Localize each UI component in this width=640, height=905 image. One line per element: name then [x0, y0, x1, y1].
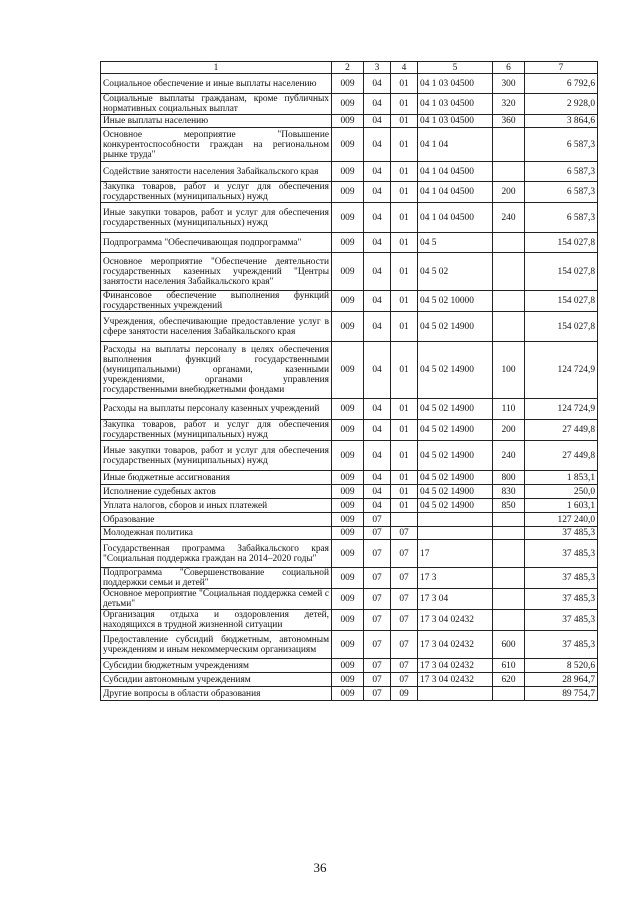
table-row — [101, 568, 598, 589]
row-name-cell: Образование — [101, 513, 332, 527]
section-code-cell: 07 — [364, 527, 391, 540]
target-article-cell: 04 5 02 14900 — [418, 499, 493, 513]
expense-type-cell — [493, 540, 525, 568]
ministry-code-cell: 009 — [332, 162, 364, 182]
section-code-cell: 07 — [364, 687, 391, 701]
section-code-cell: 04 — [364, 291, 391, 312]
target-article-cell: 17 3 04 02432 — [418, 610, 493, 631]
ministry-code-cell: 009 — [332, 610, 364, 631]
target-article-cell: 04 1 03 04500 — [418, 94, 493, 115]
ministry-code-cell: 009 — [332, 687, 364, 701]
amount-cell: 124 724,9 — [525, 342, 598, 399]
section-code-cell: 04 — [364, 420, 391, 441]
amount-cell: 37 485,3 — [525, 631, 598, 659]
amount-cell: 27 449,8 — [525, 441, 598, 471]
expense-type-cell — [493, 162, 525, 182]
subsection-code-cell: 01 — [391, 485, 418, 499]
expense-type-cell — [493, 527, 525, 540]
table-row — [101, 399, 598, 420]
target-article-cell: 04 5 02 14900 — [418, 485, 493, 499]
subsection-code-cell: 01 — [391, 203, 418, 233]
ministry-code-cell: 009 — [332, 631, 364, 659]
table-row — [101, 485, 598, 499]
expense-type-cell: 360 — [493, 115, 525, 128]
subsection-code-cell: 07 — [391, 568, 418, 589]
expense-type-cell — [493, 513, 525, 527]
ministry-code-cell: 009 — [332, 203, 364, 233]
section-code-cell: 04 — [364, 485, 391, 499]
expense-type-cell: 320 — [493, 94, 525, 115]
table-row — [101, 513, 598, 527]
ministry-code-cell: 009 — [332, 399, 364, 420]
target-article-cell: 04 5 — [418, 233, 493, 253]
amount-cell: 154 027,8 — [525, 312, 598, 342]
expense-type-cell — [493, 568, 525, 589]
table-row — [101, 471, 598, 485]
table-row — [101, 631, 598, 659]
table-row — [101, 527, 598, 540]
ministry-code-cell: 009 — [332, 74, 364, 94]
ministry-code-cell: 009 — [332, 253, 364, 291]
table-row — [101, 94, 598, 115]
table-row — [101, 115, 598, 128]
ministry-code-cell: 009 — [332, 659, 364, 673]
section-code-cell: 04 — [364, 253, 391, 291]
table-row — [101, 687, 598, 701]
subsection-code-cell: 07 — [391, 610, 418, 631]
subsection-code-cell: 07 — [391, 589, 418, 610]
target-article-cell: 04 1 04 04500 — [418, 162, 493, 182]
target-article-cell: 04 1 03 04500 — [418, 115, 493, 128]
expense-type-cell: 610 — [493, 659, 525, 673]
row-name-cell: Социальное обеспечение и иные выплаты населению — [101, 74, 332, 94]
subsection-code-cell: 01 — [391, 499, 418, 513]
subsection-code-cell: 01 — [391, 115, 418, 128]
subsection-code-cell: 01 — [391, 74, 418, 94]
subsection-code-cell: 09 — [391, 687, 418, 701]
row-name-cell: Другие вопросы в области образования — [101, 687, 332, 701]
target-article-cell: 17 3 04 — [418, 589, 493, 610]
section-code-cell: 07 — [364, 631, 391, 659]
target-article-cell — [418, 513, 493, 527]
row-name-cell: Уплата налогов, сборов и иных платежей — [101, 499, 332, 513]
expense-type-cell: 240 — [493, 441, 525, 471]
section-code-cell: 07 — [364, 610, 391, 631]
row-name-cell: Закупка товаров, работ и услуг для обеспечения государственных (муниципальных) нужд — [101, 182, 332, 203]
column-header: 6 — [493, 62, 525, 74]
amount-cell: 6 587,3 — [525, 182, 598, 203]
amount-cell: 6 792,6 — [525, 74, 598, 94]
target-article-cell: 04 5 02 — [418, 253, 493, 291]
column-header: 2 — [332, 62, 364, 74]
expense-type-cell — [493, 128, 525, 162]
amount-cell: 2 928,0 — [525, 94, 598, 115]
row-name-cell: Государственная программа Забайкальского края "Социальная поддержка граждан на 2014–2020 годы" — [101, 540, 332, 568]
table-row — [101, 673, 598, 687]
table-row — [101, 233, 598, 253]
section-code-cell: 07 — [364, 540, 391, 568]
ministry-code-cell: 009 — [332, 540, 364, 568]
table-row — [101, 659, 598, 673]
expense-type-cell: 620 — [493, 673, 525, 687]
subsection-code-cell: 07 — [391, 540, 418, 568]
amount-cell: 154 027,8 — [525, 233, 598, 253]
subsection-code-cell: 01 — [391, 312, 418, 342]
table-row — [101, 312, 598, 342]
row-name-cell: Финансовое обеспечение выполнения функций государственных учреждений — [101, 291, 332, 312]
row-name-cell: Закупка товаров, работ и услуг для обеспечения государственных (муниципальных) нужд — [101, 420, 332, 441]
ministry-code-cell: 009 — [332, 513, 364, 527]
table-row — [101, 342, 598, 399]
table-row — [101, 74, 598, 94]
target-article-cell: 04 1 04 04500 — [418, 203, 493, 233]
expense-type-cell — [493, 687, 525, 701]
expense-type-cell: 800 — [493, 471, 525, 485]
row-name-cell: Иные бюджетные ассигнования — [101, 471, 332, 485]
section-code-cell: 07 — [364, 673, 391, 687]
row-name-cell: Расходы на выплаты персоналу в целях обеспечения выполнения функций государственными (муниципальными) органами, казенными учреждениями, органами управления государственными внебюджетными фондами — [101, 342, 332, 399]
section-code-cell: 04 — [364, 74, 391, 94]
ministry-code-cell: 009 — [332, 128, 364, 162]
target-article-cell: 17 3 04 02432 — [418, 673, 493, 687]
ministry-code-cell: 009 — [332, 420, 364, 441]
column-header: 4 — [391, 62, 418, 74]
section-code-cell: 04 — [364, 94, 391, 115]
section-code-cell: 04 — [364, 115, 391, 128]
amount-cell: 8 520,6 — [525, 659, 598, 673]
amount-cell: 124 724,9 — [525, 399, 598, 420]
table-row — [101, 203, 598, 233]
expense-type-cell — [493, 589, 525, 610]
target-article-cell: 04 1 04 — [418, 128, 493, 162]
table-row — [101, 499, 598, 513]
section-code-cell: 04 — [364, 441, 391, 471]
table-row — [101, 162, 598, 182]
row-name-cell: Исполнение судебных актов — [101, 485, 332, 499]
target-article-cell: 04 5 02 14900 — [418, 342, 493, 399]
row-name-cell: Субсидии автономным учреждениям — [101, 673, 332, 687]
expense-type-cell: 200 — [493, 420, 525, 441]
subsection-code-cell: 01 — [391, 182, 418, 203]
target-article-cell — [418, 527, 493, 540]
target-article-cell — [418, 687, 493, 701]
ministry-code-cell: 009 — [332, 441, 364, 471]
subsection-code-cell — [391, 513, 418, 527]
row-name-cell: Иные закупки товаров, работ и услуг для обеспечения государственных (муниципальных) нужд — [101, 441, 332, 471]
column-header: 1 — [101, 62, 332, 74]
row-name-cell: Основное мероприятие "Повышение конкурентоспособности граждан на региональном рынке труда" — [101, 128, 332, 162]
ministry-code-cell: 009 — [332, 568, 364, 589]
section-code-cell: 07 — [364, 589, 391, 610]
ministry-code-cell: 009 — [332, 527, 364, 540]
amount-cell: 6 587,3 — [525, 128, 598, 162]
section-code-cell: 04 — [364, 471, 391, 485]
row-name-cell: Иные выплаты населению — [101, 115, 332, 128]
amount-cell: 6 587,3 — [525, 203, 598, 233]
amount-cell: 3 864,6 — [525, 115, 598, 128]
table-row — [101, 128, 598, 162]
amount-cell: 250,0 — [525, 485, 598, 499]
section-code-cell: 04 — [364, 233, 391, 253]
target-article-cell: 04 5 02 14900 — [418, 471, 493, 485]
ministry-code-cell: 009 — [332, 471, 364, 485]
section-code-cell: 04 — [364, 399, 391, 420]
section-code-cell: 07 — [364, 513, 391, 527]
expense-type-cell: 300 — [493, 74, 525, 94]
target-article-cell: 04 5 02 14900 — [418, 441, 493, 471]
table-row — [101, 589, 598, 610]
table-row — [101, 253, 598, 291]
amount-cell: 37 485,3 — [525, 589, 598, 610]
section-code-cell: 07 — [364, 659, 391, 673]
amount-cell: 37 485,3 — [525, 568, 598, 589]
subsection-code-cell: 07 — [391, 631, 418, 659]
subsection-code-cell: 01 — [391, 342, 418, 399]
target-article-cell: 17 — [418, 540, 493, 568]
expense-type-cell — [493, 253, 525, 291]
target-article-cell: 04 1 03 04500 — [418, 74, 493, 94]
expense-type-cell: 850 — [493, 499, 525, 513]
row-name-cell: Расходы на выплаты персоналу казенных учреждений — [101, 399, 332, 420]
expense-type-cell: 600 — [493, 631, 525, 659]
expense-type-cell — [493, 312, 525, 342]
amount-cell: 1 603,1 — [525, 499, 598, 513]
amount-cell: 37 485,3 — [525, 610, 598, 631]
row-name-cell: Социальные выплаты гражданам, кроме публичных нормативных социальных выплат — [101, 94, 332, 115]
section-code-cell: 04 — [364, 182, 391, 203]
ministry-code-cell: 009 — [332, 485, 364, 499]
section-code-cell: 04 — [364, 312, 391, 342]
section-code-cell: 07 — [364, 568, 391, 589]
subsection-code-cell: 01 — [391, 162, 418, 182]
subsection-code-cell: 01 — [391, 441, 418, 471]
amount-cell: 28 964,7 — [525, 673, 598, 687]
subsection-code-cell: 01 — [391, 233, 418, 253]
subsection-code-cell: 01 — [391, 420, 418, 441]
table-row — [101, 420, 598, 441]
expense-type-cell: 100 — [493, 342, 525, 399]
ministry-code-cell: 009 — [332, 312, 364, 342]
target-article-cell: 04 1 04 04500 — [418, 182, 493, 203]
subsection-code-cell: 01 — [391, 399, 418, 420]
section-code-cell: 04 — [364, 162, 391, 182]
subsection-code-cell: 01 — [391, 291, 418, 312]
expense-type-cell: 830 — [493, 485, 525, 499]
row-name-cell: Организация отдыха и оздоровления детей, находящихся в трудной жизненной ситуации — [101, 610, 332, 631]
ministry-code-cell: 009 — [332, 182, 364, 203]
expense-type-cell — [493, 610, 525, 631]
subsection-code-cell: 01 — [391, 471, 418, 485]
amount-cell: 154 027,8 — [525, 253, 598, 291]
amount-cell: 1 853,1 — [525, 471, 598, 485]
ministry-code-cell: 009 — [332, 673, 364, 687]
expense-type-cell: 200 — [493, 182, 525, 203]
row-name-cell: Субсидии бюджетным учреждениям — [101, 659, 332, 673]
row-name-cell: Основное мероприятие "Социальная поддержка семей с детьми" — [101, 589, 332, 610]
row-name-cell: Учреждения, обеспечивающие предоставление услуг в сфере занятости населения Забайкальского края — [101, 312, 332, 342]
row-name-cell: Молодежная политика — [101, 527, 332, 540]
subsection-code-cell: 07 — [391, 527, 418, 540]
ministry-code-cell: 009 — [332, 94, 364, 115]
amount-cell: 89 754,7 — [525, 687, 598, 701]
column-header: 5 — [418, 62, 493, 74]
row-name-cell: Иные закупки товаров, работ и услуг для обеспечения государственных (муниципальных) нужд — [101, 203, 332, 233]
page-number: 36 — [313, 860, 327, 875]
column-header: 7 — [525, 62, 598, 74]
target-article-cell: 04 5 02 14900 — [418, 399, 493, 420]
ministry-code-cell: 009 — [332, 342, 364, 399]
ministry-code-cell: 009 — [332, 589, 364, 610]
subsection-code-cell: 01 — [391, 128, 418, 162]
section-code-cell: 04 — [364, 499, 391, 513]
subsection-code-cell: 01 — [391, 253, 418, 291]
column-header: 3 — [364, 62, 391, 74]
header-row — [101, 62, 598, 74]
table-row — [101, 610, 598, 631]
subsection-code-cell: 07 — [391, 659, 418, 673]
target-article-cell: 17 3 — [418, 568, 493, 589]
budget-table — [100, 61, 598, 701]
table-row — [101, 540, 598, 568]
amount-cell: 27 449,8 — [525, 420, 598, 441]
section-code-cell: 04 — [364, 342, 391, 399]
row-name-cell: Подпрограмма "Обеспечивающая подпрограмма" — [101, 233, 332, 253]
section-code-cell: 04 — [364, 128, 391, 162]
amount-cell: 37 485,3 — [525, 540, 598, 568]
row-name-cell: Содействие занятости населения Забайкальского края — [101, 162, 332, 182]
target-article-cell: 17 3 04 02432 — [418, 631, 493, 659]
subsection-code-cell: 07 — [391, 673, 418, 687]
table-row — [101, 441, 598, 471]
expense-type-cell: 110 — [493, 399, 525, 420]
section-code-cell: 04 — [364, 203, 391, 233]
subsection-code-cell: 01 — [391, 94, 418, 115]
expense-type-cell — [493, 291, 525, 312]
target-article-cell: 04 5 02 14900 — [418, 420, 493, 441]
row-name-cell: Основное мероприятие "Обеспечение деятельности государственных казенных учреждений "Центры занятости населения Забайкальского края" — [101, 253, 332, 291]
target-article-cell: 17 3 04 02432 — [418, 659, 493, 673]
ministry-code-cell: 009 — [332, 291, 364, 312]
expense-type-cell: 240 — [493, 203, 525, 233]
amount-cell: 37 485,3 — [525, 527, 598, 540]
row-name-cell: Предоставление субсидий бюджетным, автономным учреждениям и иным некоммерческим организациям — [101, 631, 332, 659]
table-row — [101, 291, 598, 312]
amount-cell: 154 027,8 — [525, 291, 598, 312]
expense-type-cell — [493, 233, 525, 253]
ministry-code-cell: 009 — [332, 233, 364, 253]
ministry-code-cell: 009 — [332, 115, 364, 128]
target-article-cell: 04 5 02 14900 — [418, 312, 493, 342]
ministry-code-cell: 009 — [332, 499, 364, 513]
table-row — [101, 182, 598, 203]
amount-cell: 6 587,3 — [525, 162, 598, 182]
amount-cell: 127 240,0 — [525, 513, 598, 527]
row-name-cell: Подпрограмма "Совершенствование социальной поддержки семьи и детей" — [101, 568, 332, 589]
target-article-cell: 04 5 02 10000 — [418, 291, 493, 312]
